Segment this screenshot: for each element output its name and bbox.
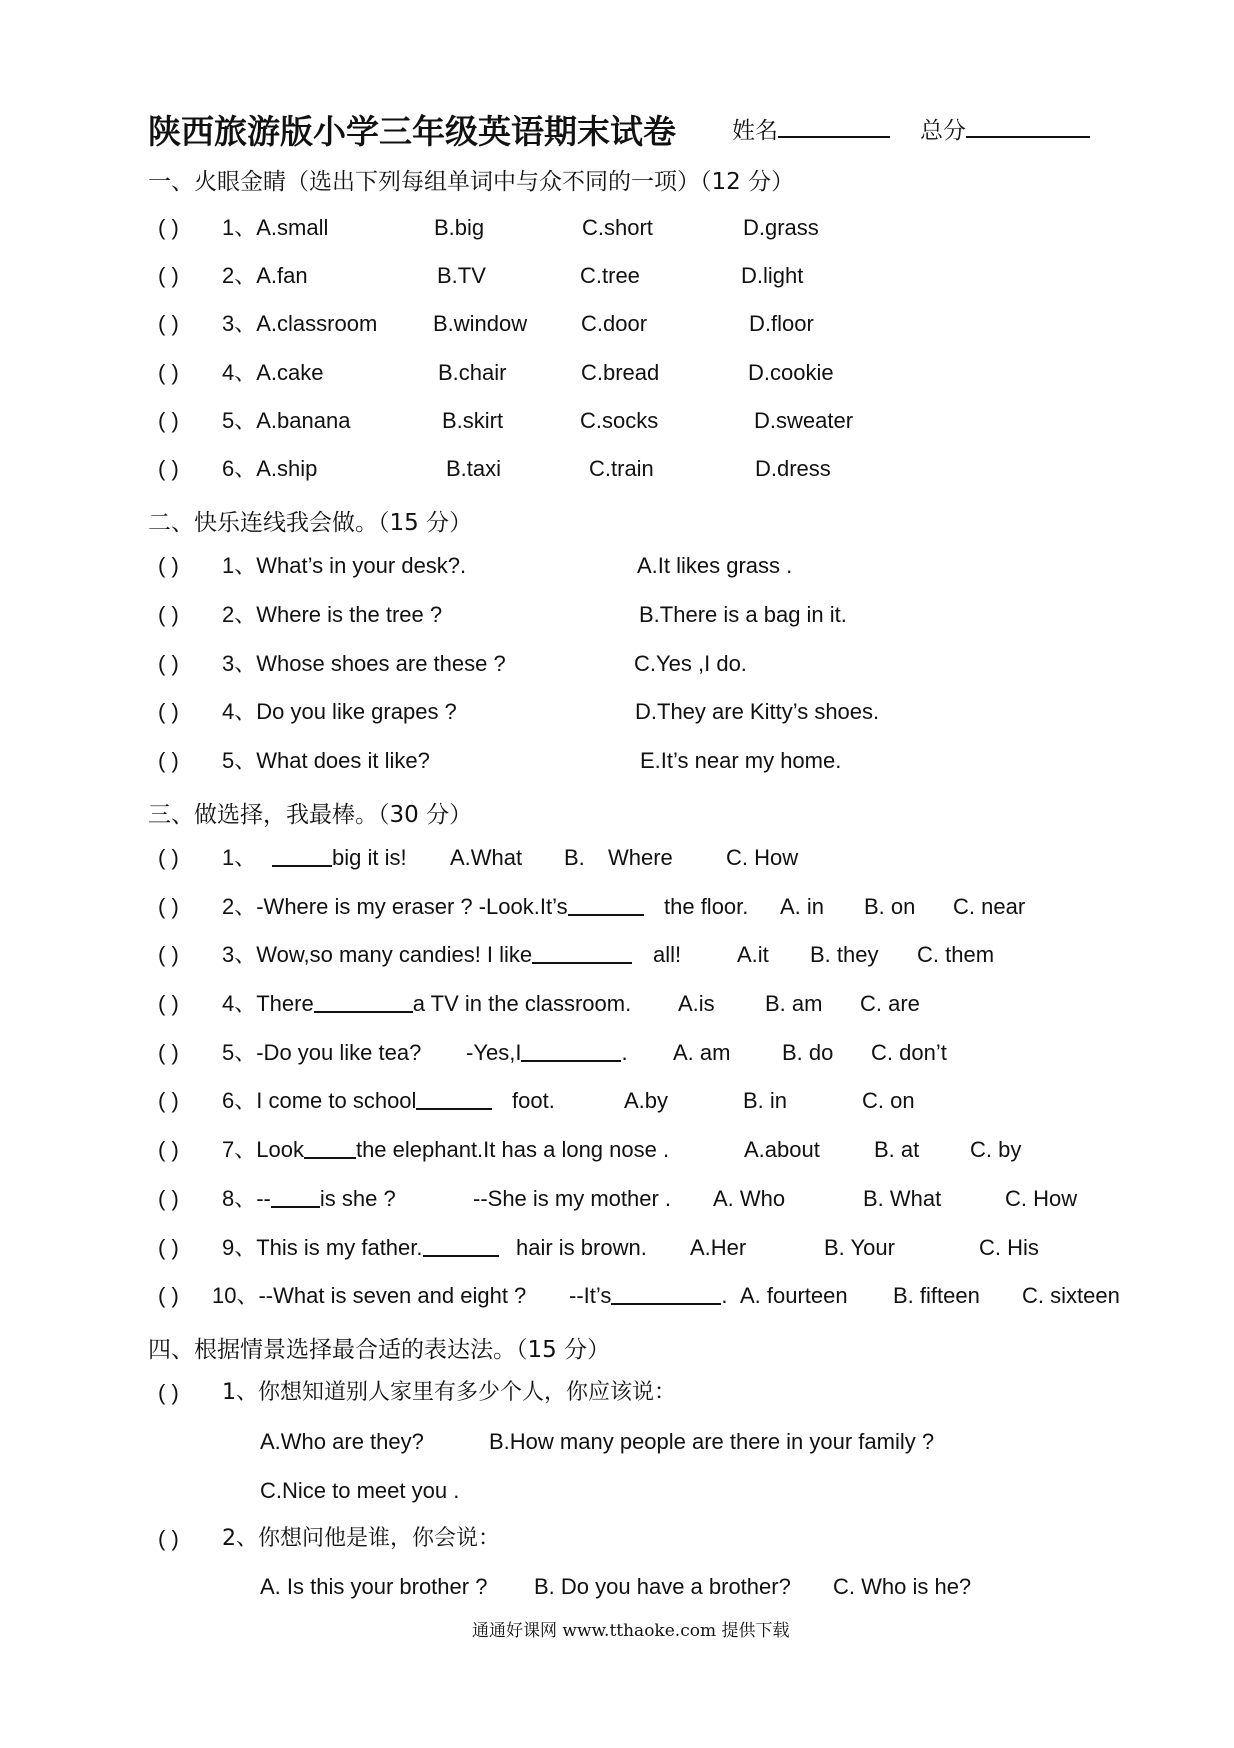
option-b: B. <box>564 845 585 870</box>
question-text <box>222 941 632 969</box>
question-text: 5、What does it like? <box>222 748 430 773</box>
option-c: C. near <box>953 894 1026 919</box>
answer-paren[interactable]: ( ) <box>158 408 179 433</box>
answer-paren[interactable]: ( ) <box>158 894 179 919</box>
fill-blank[interactable] <box>611 1283 721 1305</box>
answer-paren[interactable]: ( ) <box>158 699 179 724</box>
option-b: B. am <box>765 991 823 1016</box>
name-field[interactable] <box>732 112 890 145</box>
option-b: B. do <box>782 1040 834 1065</box>
option-b-text: Where <box>608 845 673 870</box>
question-text-before: 8、-- <box>222 1186 271 1211</box>
question-text <box>222 1234 499 1262</box>
option-c: C. How <box>1005 1186 1078 1211</box>
option-c: C. Who is he? <box>833 1574 972 1599</box>
option-d: D.dress <box>755 456 831 481</box>
answer-paren[interactable]: ( ) <box>158 1380 179 1405</box>
answer-paren[interactable]: ( ) <box>158 602 179 627</box>
option-d: D.floor <box>749 311 814 336</box>
option-b: B.big <box>434 215 485 240</box>
answer-paren[interactable]: ( ) <box>158 456 179 481</box>
option-a: A. Who <box>713 1186 786 1211</box>
question-text-after: the elephant.It has a long nose . <box>355 1137 670 1162</box>
question-text-after: . <box>721 1283 728 1308</box>
answer-paren[interactable]: ( ) <box>158 553 179 578</box>
question-text-after: is she ? <box>319 1186 396 1211</box>
answer-paren[interactable]: ( ) <box>158 942 179 967</box>
match-answer: B.There is a bag in it. <box>639 602 847 627</box>
option-b: B.window <box>433 311 528 336</box>
question-text-after: big it is! <box>332 845 407 870</box>
fill-blank[interactable] <box>304 1137 356 1159</box>
question-text-before: 4、There <box>222 991 314 1016</box>
option-c: C.door <box>581 311 648 336</box>
answer-paren[interactable]: ( ) <box>158 1186 179 1211</box>
answer-paren[interactable]: ( ) <box>158 991 179 1016</box>
option-d: D.cookie <box>748 360 834 385</box>
option-b: B. Do you have a brother? <box>534 1574 791 1599</box>
option-c: C. by <box>970 1137 1022 1162</box>
page-title: 陕西旅游版小学三年级英语期末试卷 <box>148 112 676 151</box>
option-c: C. His <box>979 1235 1039 1260</box>
option-b: B. at <box>874 1137 920 1162</box>
match-answer: C.Yes ,I do. <box>634 651 747 676</box>
section-1-heading: 一、火眼金睛（选出下列每组单词中与众不同的一项）（12 分） <box>148 169 795 195</box>
question-text-mid: --It’s <box>569 1283 612 1308</box>
fill-blank[interactable] <box>314 991 413 1013</box>
option-a: A.by <box>624 1088 669 1113</box>
option-c: C.short <box>582 215 653 240</box>
fill-blank[interactable] <box>416 1088 492 1110</box>
option-b: B. on <box>864 894 916 919</box>
question-text <box>222 1185 396 1213</box>
option-c: C. don’t <box>871 1040 947 1065</box>
answer-paren[interactable]: ( ) <box>158 748 179 773</box>
question-prompt: 2、你想问他是谁，你会说： <box>222 1526 500 1551</box>
match-answer: D.They are Kitty’s shoes. <box>635 699 880 724</box>
question-text-after: hair is brown. <box>516 1235 647 1260</box>
question-prompt: 1、你想知道别人家里有多少个人，你应该说： <box>222 1380 676 1405</box>
option-b: B. in <box>743 1088 788 1113</box>
option-d: D.grass <box>743 215 819 240</box>
fill-blank[interactable] <box>272 845 332 867</box>
footer-credit: 通通好课网 www.tthaoke.com 提供下载 <box>472 1621 790 1641</box>
option-a: A.What <box>450 845 523 870</box>
answer-paren[interactable]: ( ) <box>158 651 179 676</box>
option-c: C. sixteen <box>1022 1283 1120 1308</box>
option-c: C.socks <box>580 408 659 433</box>
question-text-after: a TV in the classroom. <box>412 991 632 1016</box>
option-b: B. they <box>810 942 879 967</box>
fill-blank[interactable] <box>568 894 644 916</box>
total-score-field[interactable] <box>920 112 1090 145</box>
question-text-before: 7、Look <box>222 1137 304 1162</box>
section-4-heading: 四、根据情景选择最合适的表达法。（15 分） <box>148 1337 611 1363</box>
option-b: B. fifteen <box>893 1283 980 1308</box>
section-2-heading: 二、快乐连线我会做。（15 分） <box>148 510 473 536</box>
option-d: D.sweater <box>754 408 854 433</box>
match-answer: E.It’s near my home. <box>640 748 842 773</box>
option-c: C. them <box>917 942 995 967</box>
option-c: C.tree <box>580 263 640 288</box>
answer-paren[interactable]: ( ) <box>158 1526 179 1551</box>
total-score-blank[interactable] <box>966 114 1090 138</box>
question-text <box>222 1087 492 1115</box>
match-answer: A.It likes grass . <box>637 553 793 578</box>
option-a: A. in <box>780 894 825 919</box>
answer-paren[interactable]: ( ) <box>158 1040 179 1065</box>
answer-paren[interactable]: ( ) <box>158 360 179 385</box>
question-text <box>569 1282 728 1310</box>
question-text-before: 9、This is my father. <box>222 1235 423 1260</box>
option-d: D.light <box>741 263 804 288</box>
name-blank[interactable] <box>778 114 890 138</box>
question-text-mid: --She is my mother . <box>473 1186 672 1211</box>
question-number-option-a: 2、A.fan <box>222 263 308 288</box>
option-c: C.train <box>589 456 654 481</box>
question-text-before: 10、--What is seven and eight ? <box>212 1283 527 1308</box>
name-label: 姓名 <box>732 118 778 144</box>
question-text <box>222 893 644 921</box>
option-a: A.is <box>678 991 715 1016</box>
option-c: C. are <box>860 991 920 1016</box>
option-c: C. How <box>726 845 799 870</box>
question-text-after: foot. <box>512 1088 555 1113</box>
question-text <box>222 1136 669 1164</box>
question-number-option-a: 4、A.cake <box>222 360 324 385</box>
answer-paren[interactable]: ( ) <box>158 845 179 870</box>
fill-blank[interactable] <box>521 1040 621 1062</box>
option-a: A.about <box>744 1137 820 1162</box>
answer-paren[interactable]: ( ) <box>158 1235 179 1260</box>
answer-paren[interactable]: ( ) <box>158 1137 179 1162</box>
option-b: B.How many people are there in your family ? <box>489 1429 935 1454</box>
question-text <box>272 844 407 872</box>
option-b: B.TV <box>437 263 486 288</box>
option-c: C. on <box>862 1088 915 1113</box>
question-number-option-a: 6、A.ship <box>222 456 318 481</box>
question-text-before: 6、I come to school <box>222 1088 417 1113</box>
answer-paren[interactable]: ( ) <box>158 1088 179 1113</box>
question-text-before: 2、-Where is my eraser ? -Look.It’s <box>222 894 568 919</box>
question-number: 1、 <box>222 845 257 870</box>
answer-paren[interactable]: ( ) <box>158 311 179 336</box>
total-score-label: 总分 <box>920 118 966 144</box>
question-text-before: 3、Wow,so many candies! I like <box>222 942 533 967</box>
option-b: B. Your <box>824 1235 895 1260</box>
question-number-option-a: 1、A.small <box>222 215 329 240</box>
option-a: A.Who are they? <box>260 1429 424 1454</box>
answer-paren[interactable]: ( ) <box>158 1283 179 1308</box>
option-a: A. Is this your brother ? <box>260 1574 488 1599</box>
answer-paren[interactable]: ( ) <box>158 263 179 288</box>
fill-blank[interactable] <box>423 1235 499 1257</box>
question-text: 2、Where is the tree ? <box>222 602 443 627</box>
question-text <box>466 1039 628 1067</box>
option-a: A. fourteen <box>740 1283 848 1308</box>
question-text-mid: -Yes,I <box>466 1040 522 1065</box>
option-a: A. am <box>673 1040 731 1065</box>
option-b: B.taxi <box>446 456 502 481</box>
answer-paren[interactable]: ( ) <box>158 215 179 240</box>
option-a: A.Her <box>690 1235 747 1260</box>
question-text: 3、Whose shoes are these ? <box>222 651 506 676</box>
fill-blank[interactable] <box>271 1186 320 1208</box>
question-text: 4、Do you like grapes ? <box>222 699 457 724</box>
question-text-after: . <box>621 1040 628 1065</box>
option-b: B.skirt <box>442 408 504 433</box>
option-c: C.bread <box>581 360 660 385</box>
section-3-heading: 三、做选择，我最棒。（30 分） <box>148 802 473 828</box>
question-text <box>222 990 631 1018</box>
question-number-option-a: 3、A.classroom <box>222 311 378 336</box>
question-text-after: the floor. <box>664 894 749 919</box>
fill-blank[interactable] <box>532 942 632 964</box>
option-b: B. What <box>863 1186 942 1211</box>
question-text-after: all! <box>653 942 682 967</box>
question-number-option-a: 5、A.banana <box>222 408 351 433</box>
question-text: 1、What’s in your desk?. <box>222 553 467 578</box>
option-b: B.chair <box>438 360 507 385</box>
question-text-before: 5、-Do you like tea? <box>222 1040 422 1065</box>
option-a: A.it <box>737 942 769 967</box>
option-c: C.Nice to meet you . <box>260 1478 460 1503</box>
